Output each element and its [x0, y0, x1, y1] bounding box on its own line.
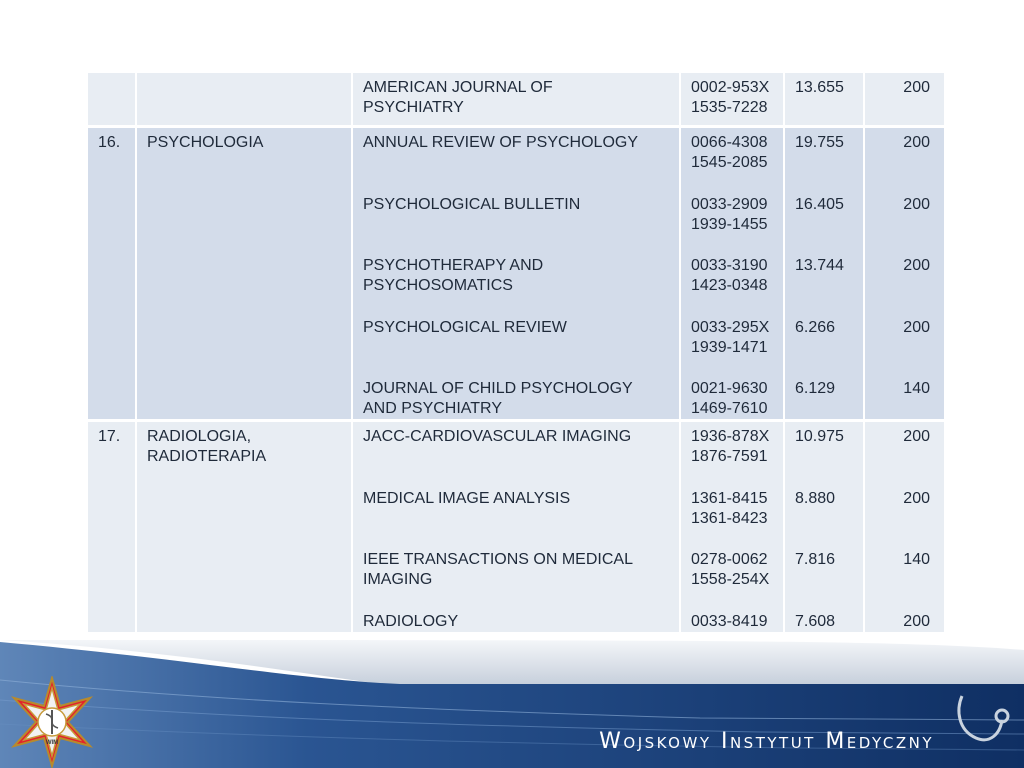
- issn: 0002-953X: [691, 79, 770, 96]
- issn: 1939-1471: [691, 338, 768, 356]
- journal-title: MEDICAL IMAGE ANALYSIS: [363, 489, 571, 507]
- impact-factor: 8.880: [795, 489, 836, 507]
- field-cell: [136, 421, 352, 632]
- impact-factor: 6.266: [795, 318, 836, 336]
- journal-title: PSYCHOTHERAPY AND: [363, 257, 544, 274]
- journal-title: ANNUAL REVIEW OF PSYCHOLOGY: [363, 134, 639, 151]
- impact-factor-cell: [784, 127, 864, 421]
- issn: 1535-7228: [691, 99, 768, 116]
- stethoscope-icon: [954, 690, 1014, 760]
- points: 140: [903, 551, 930, 568]
- issn: 0033-2909: [691, 195, 768, 213]
- journal-title: PSYCHIATRY: [363, 99, 464, 116]
- row-number-cell: [88, 127, 136, 421]
- journal-title: AMERICAN JOURNAL OF: [363, 79, 553, 96]
- journal-title: IEEE TRANSACTIONS ON MEDICAL: [363, 551, 633, 568]
- journal-title-cell: [352, 73, 680, 127]
- journal-title: IMAGING: [363, 571, 433, 588]
- issn-cell: [680, 73, 784, 127]
- row-number: [88, 73, 135, 78]
- issn: 1939-1455: [691, 215, 768, 233]
- points: 140: [903, 380, 930, 397]
- impact-factor: 10.975: [795, 428, 844, 445]
- field-name: PSYCHOLOGIA: [147, 134, 264, 151]
- table-row: [88, 127, 944, 421]
- impact-factor: 6.129: [795, 380, 836, 397]
- impact-factor-cell: [784, 73, 864, 127]
- military-cross-logo-icon: [6, 676, 98, 768]
- impact-factor: 19.755: [795, 134, 844, 151]
- issn: 0033-3190: [691, 257, 768, 274]
- journal-title: JACC-CARDIOVASCULAR IMAGING: [363, 428, 632, 445]
- impact-factor: 13.744: [795, 257, 844, 274]
- row-number-cell: [88, 421, 136, 632]
- field-cell: [136, 73, 352, 127]
- issn: 0066-4308: [691, 134, 768, 151]
- row-number: 16.: [98, 134, 121, 151]
- issn: 1423-0348: [691, 277, 768, 294]
- impact-factor: 7.608: [795, 612, 836, 630]
- issn: 0021-9630: [691, 380, 768, 397]
- issn: 1936-878X: [691, 428, 770, 445]
- field-name: RADIOLOGIA,: [147, 428, 252, 445]
- points: 200: [903, 79, 930, 96]
- points-cell: [864, 421, 944, 632]
- institution-name: Wojskowy Instytut Medyczny: [599, 729, 934, 754]
- points: 200: [903, 612, 930, 630]
- field-name: RADIOTERAPIA: [147, 448, 267, 465]
- points: 200: [903, 134, 930, 151]
- logo-label: WIM: [45, 740, 59, 746]
- journal-table: [88, 73, 944, 632]
- journal-title-cell: [352, 421, 680, 632]
- points-cell: [864, 127, 944, 421]
- row-number-cell: [88, 73, 136, 127]
- points: 200: [903, 428, 930, 445]
- issn-cell: [680, 421, 784, 632]
- points: 200: [903, 257, 930, 274]
- journal-title: JOURNAL OF CHILD PSYCHOLOGY: [363, 380, 633, 397]
- journal-title: RADIOLOGY: [363, 612, 459, 630]
- journal-title: AND PSYCHIATRY: [363, 400, 502, 417]
- issn: 0278-0062: [691, 551, 768, 568]
- issn: 1361-8415: [691, 489, 768, 507]
- points-cell: [864, 73, 944, 127]
- issn: 1545-2085: [691, 154, 768, 171]
- points: 200: [903, 195, 930, 213]
- row-number: 17.: [98, 428, 121, 445]
- field-cell: [136, 127, 352, 421]
- table-row: [88, 73, 944, 127]
- issn-cell: [680, 127, 784, 421]
- journal-title: PSYCHOSOMATICS: [363, 277, 513, 294]
- points: 200: [903, 318, 930, 336]
- impact-factor-cell: [784, 421, 864, 632]
- points: 200: [903, 489, 930, 507]
- impact-factor: 7.816: [795, 551, 836, 568]
- issn: 1558-254X: [691, 571, 770, 588]
- table-row: [88, 421, 944, 632]
- journal-title: PSYCHOLOGICAL BULLETIN: [363, 195, 581, 213]
- impact-factor: 16.405: [795, 195, 844, 213]
- issn: 1876-7591: [691, 448, 768, 465]
- journal-title-cell: [352, 127, 680, 421]
- issn: 1361-8423: [691, 509, 768, 527]
- issn: 0033-295X: [691, 318, 770, 336]
- issn: 1469-7610: [691, 400, 768, 417]
- issn: 0033-8419: [691, 612, 768, 630]
- impact-factor: 13.655: [795, 79, 844, 96]
- journal-title: PSYCHOLOGICAL REVIEW: [363, 318, 567, 336]
